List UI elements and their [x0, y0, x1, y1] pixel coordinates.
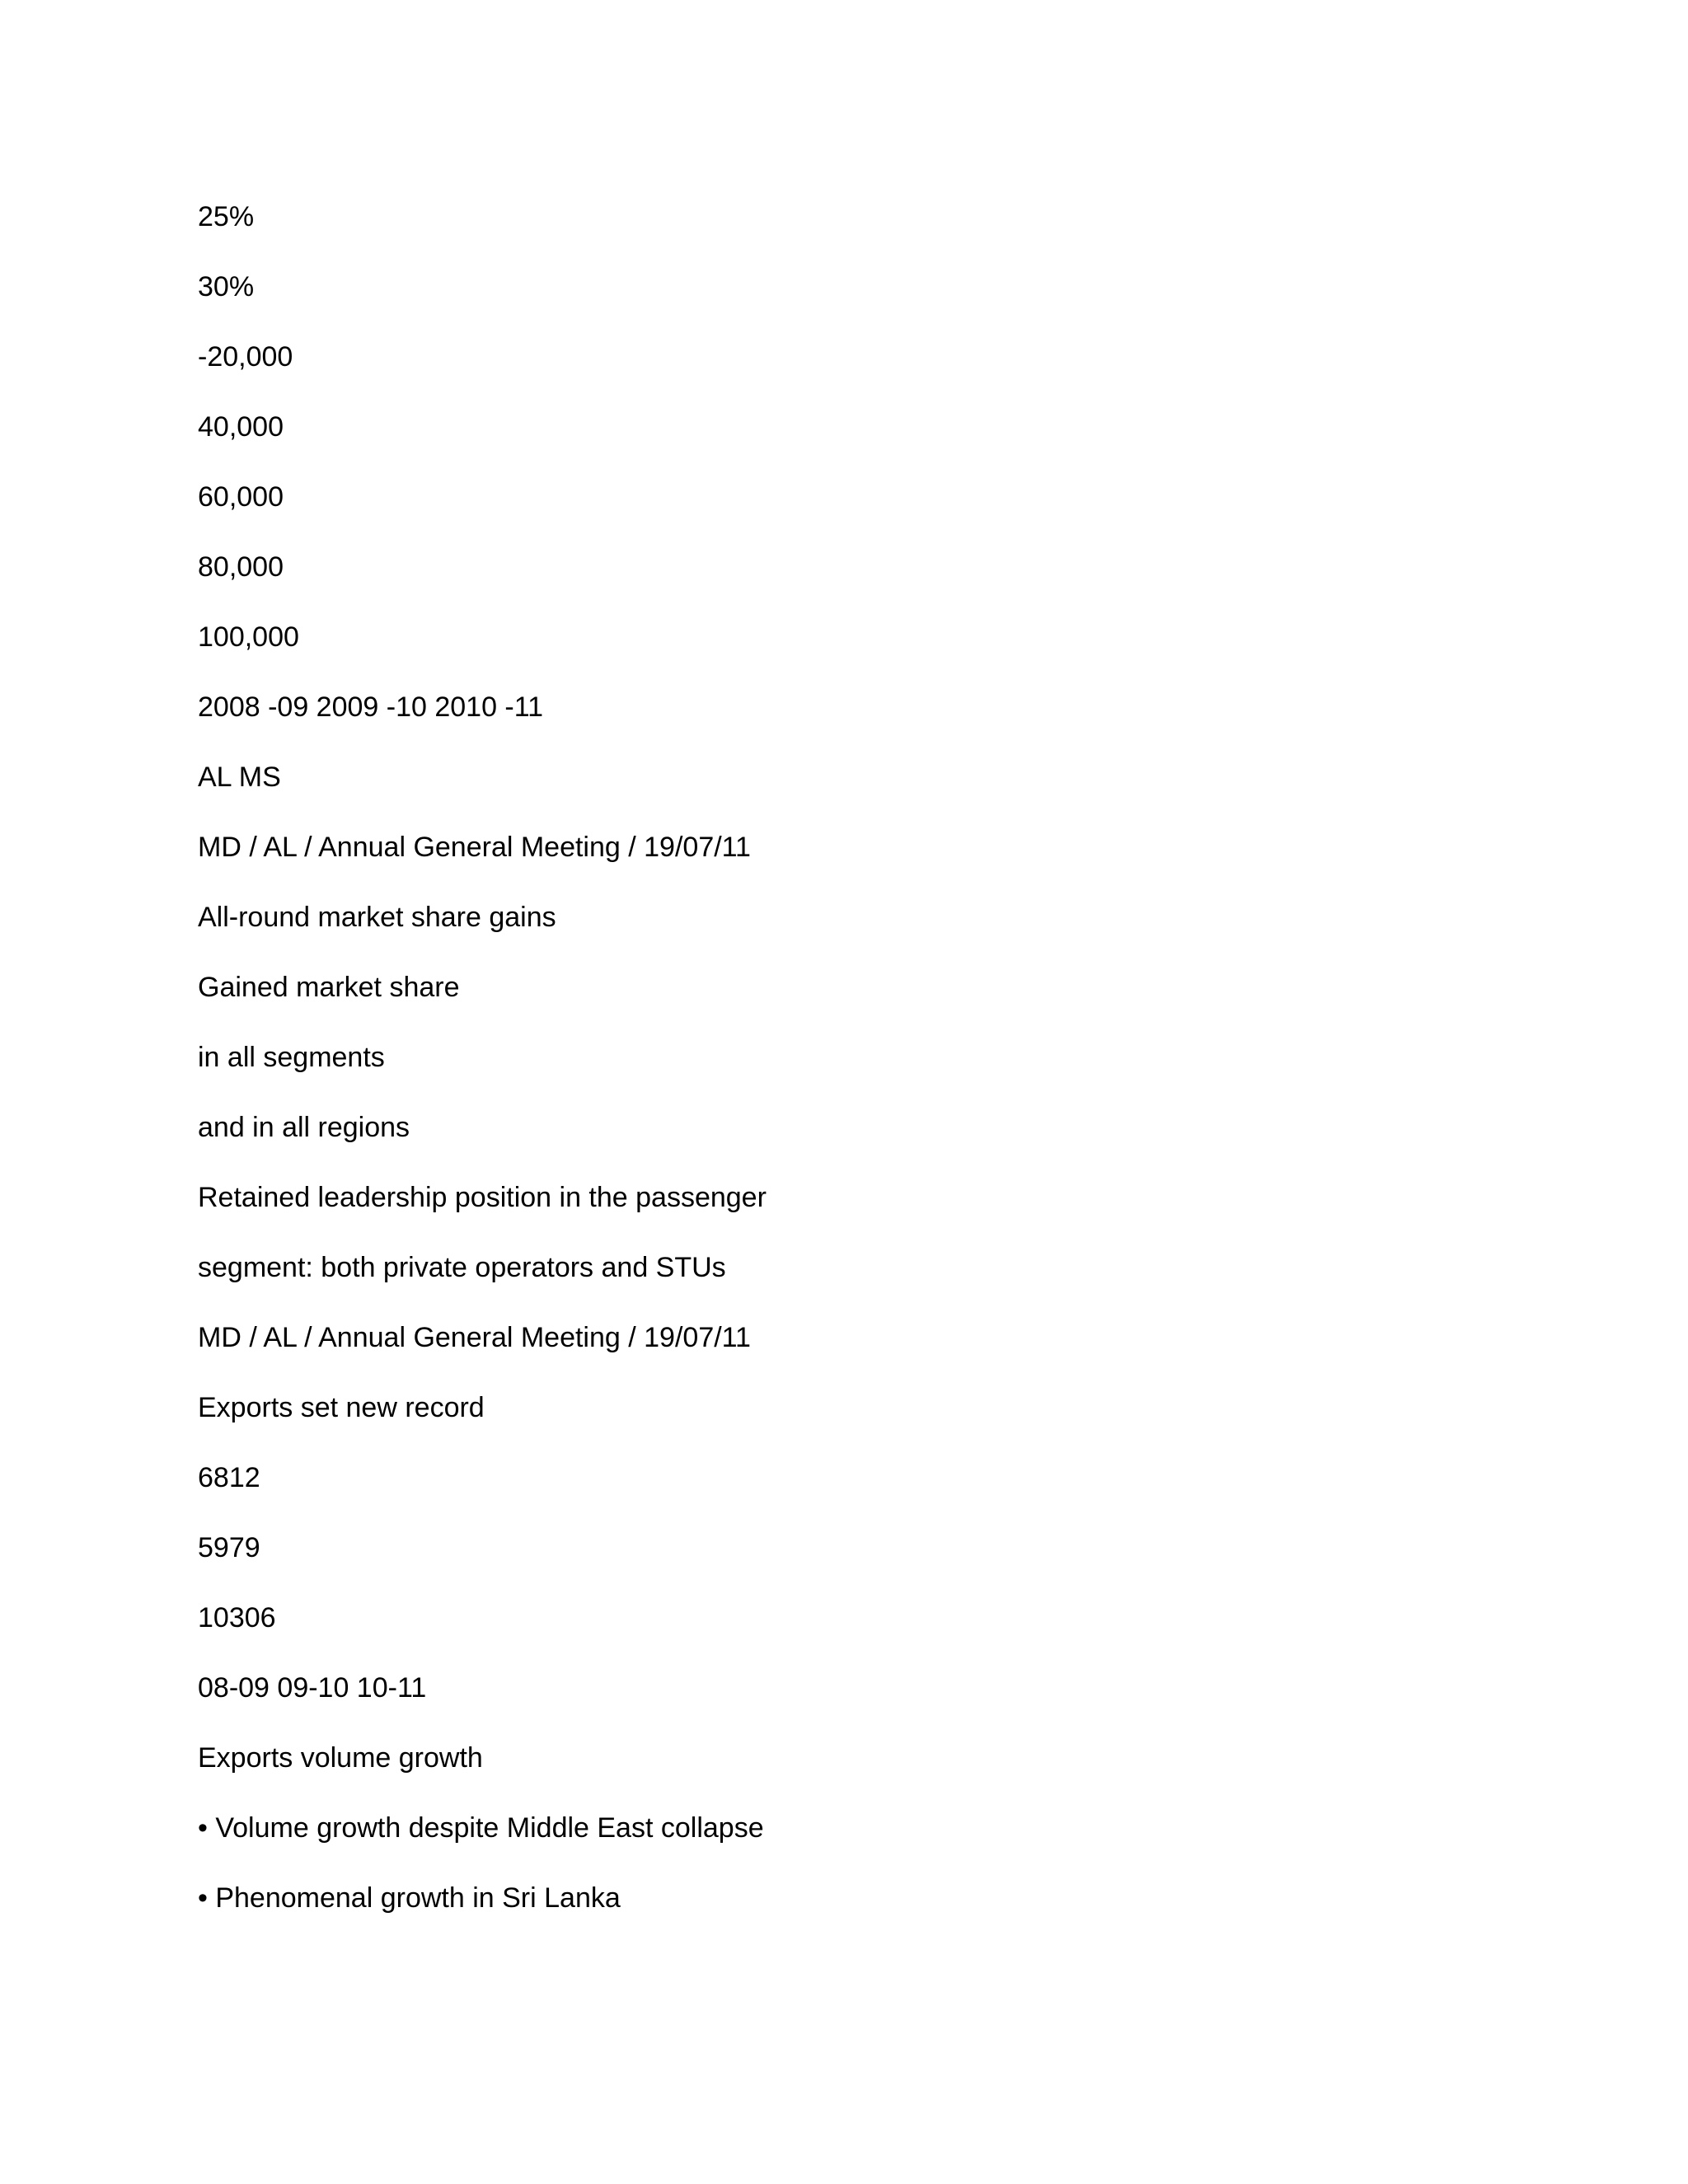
text-line: 60,000 [198, 481, 284, 513]
text-line: in all segments [198, 1042, 385, 1073]
slide-title: All-round market share gains [198, 902, 556, 933]
text-line: 30% [198, 271, 255, 302]
text-line: 100,000 [198, 621, 299, 653]
text-line: -20,000 [198, 341, 293, 373]
text-line: 2008 -09 2009 -10 2010 -11 [198, 691, 544, 723]
text-line: 80,000 [198, 551, 284, 583]
text-line: AL MS [198, 762, 281, 793]
footer-line: MD / AL / Annual General Meeting / 19/07/11 [198, 832, 751, 863]
footer-line: MD / AL / Annual General Meeting / 19/07/11 [198, 1322, 751, 1353]
slide-title: Exports set new record [198, 1392, 485, 1423]
text-line: Gained market share [198, 972, 460, 1003]
bullet-line: • Volume growth despite Middle East collapse [198, 1812, 764, 1844]
bullet-line: • Phenomenal growth in Sri Lanka [198, 1882, 621, 1914]
text-lines [198, 200, 767, 1952]
text-line: Retained leadership position in the passenger [198, 1182, 767, 1213]
text-line: 10306 [198, 1602, 276, 1633]
text-line: Exports volume growth [198, 1742, 483, 1774]
text-line: 5979 [198, 1532, 260, 1563]
text-line: 25% [198, 201, 255, 232]
text-line: 6812 [198, 1462, 260, 1493]
text-line: and in all regions [198, 1112, 410, 1143]
text-line: segment: both private operators and STUs [198, 1252, 726, 1283]
text-line: 40,000 [198, 411, 284, 443]
text-line: 08-09 09-10 10-11 [198, 1672, 427, 1704]
